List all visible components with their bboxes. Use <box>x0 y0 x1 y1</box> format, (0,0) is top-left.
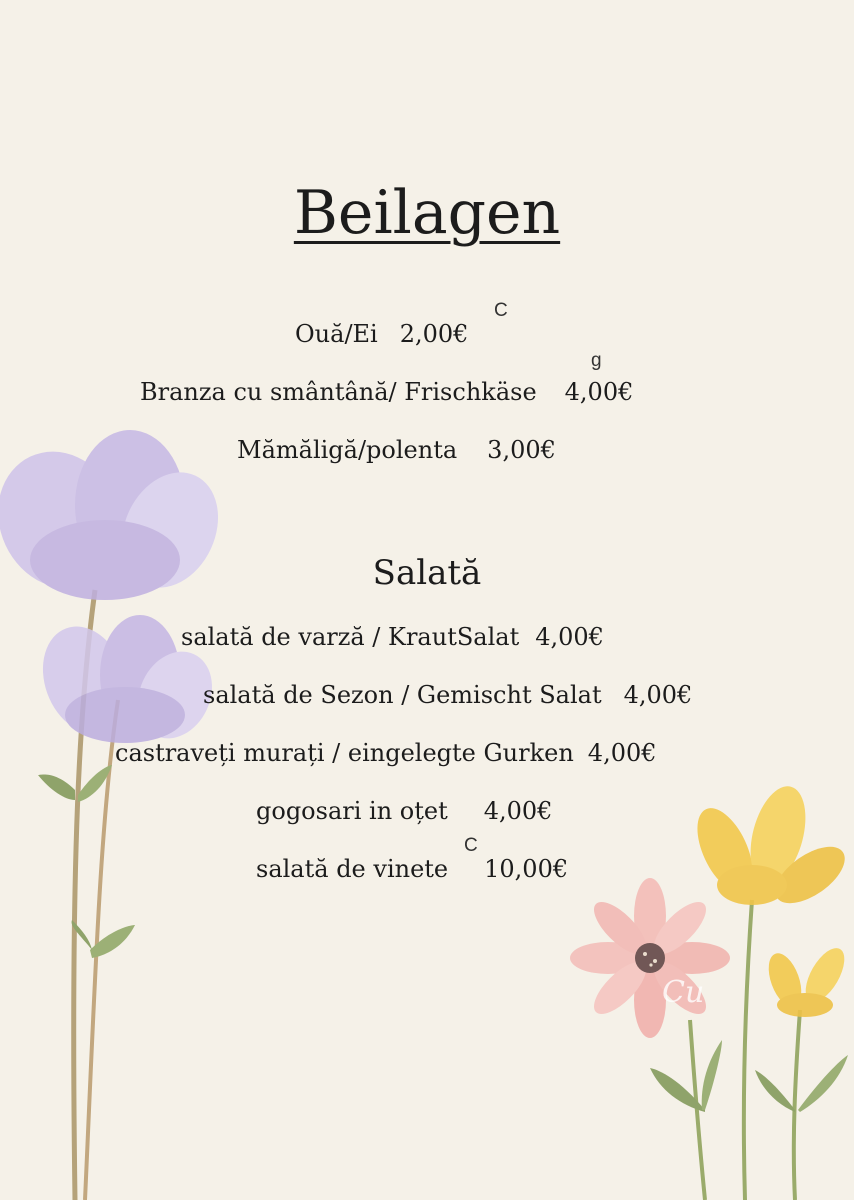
list-item <box>115 739 657 767</box>
list-item <box>256 855 568 883</box>
list-item <box>295 320 468 348</box>
list-item <box>181 623 604 651</box>
item-name: Mămăligă/polenta <box>237 436 458 464</box>
item-name: salată de vinete <box>256 855 449 883</box>
item-name: gogosari in oțet <box>256 797 448 825</box>
item-price: 4,00€ <box>564 378 634 406</box>
page-title: Beilagen <box>293 178 561 248</box>
item-price: 4,00€ <box>587 739 657 767</box>
item-name: castraveți murați / eingelegte Gurken <box>115 739 574 767</box>
allergen-mark: C <box>494 300 508 321</box>
item-name: Ouă/Ei <box>295 320 378 348</box>
list-item <box>140 378 633 406</box>
item-name: Branza cu smântână/ Frischkäse <box>140 378 537 406</box>
watermark: Cu <box>662 975 705 1010</box>
item-price: 4,00€ <box>535 623 604 651</box>
list-item <box>256 797 552 825</box>
allergen-mark: g <box>591 350 602 371</box>
list-item <box>237 436 556 464</box>
item-price: 3,00€ <box>487 436 556 464</box>
item-price: 4,00€ <box>483 797 553 825</box>
section-heading: Salată <box>372 553 482 593</box>
item-price: 2,00€ <box>399 320 469 348</box>
item-price: 10,00€ <box>484 855 569 883</box>
item-name: salată de Sezon / Gemischt Salat <box>203 681 602 709</box>
item-name: salată de varză / KrautSalat <box>181 623 520 651</box>
item-price: 4,00€ <box>623 681 693 709</box>
list-item <box>203 681 692 709</box>
allergen-mark: C <box>464 835 478 856</box>
